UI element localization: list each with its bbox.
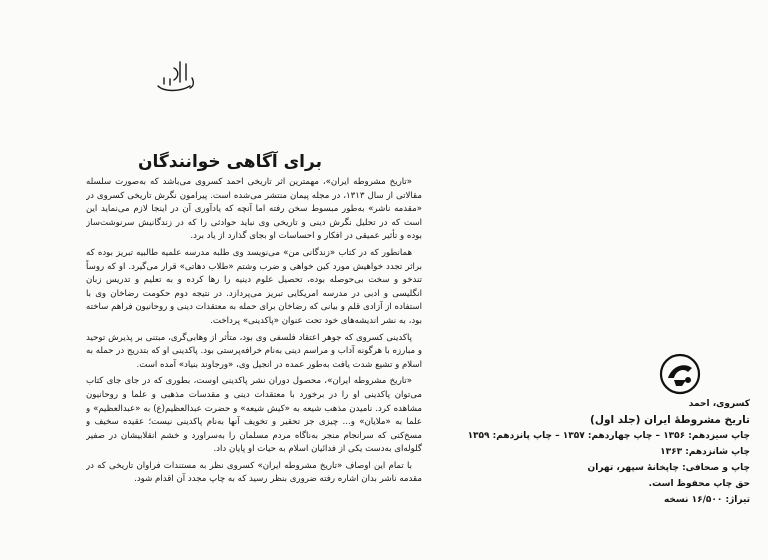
paragraph: پاکدینی کسروی که جوهر اعتقاد فلسفی وی بود، متأثر از وهابی‌گری، مبتنی بر پذیرش توحید و مبارزه با هرگونه آداب و مراسم دینی به‌نام خرافه‌پرستی بود. پاکدینی او که بتدریج در حمله به اسلام و تشیع شدت یافت به‌طور عمده در انجیل وی، «ورجاوند بنیاد» آمده است. bbox=[86, 332, 422, 370]
author-name: کسروی، احمد bbox=[688, 399, 750, 409]
print-edition-16: چاپ شانزدهم: ۱۳۶۳ bbox=[660, 447, 750, 457]
printer-info: چاپ و صحافی: چاپخانهٔ سپهر، تهران bbox=[587, 463, 750, 473]
publisher-logo bbox=[658, 352, 702, 396]
body-text bbox=[86, 176, 422, 548]
paragraph: «تاریخ مشروطه ایران»، محصول دوران نشر پاکدینی اوست، بطوری که در جای جای کتاب می‌توان پاکدینی او را در برخورد با معتقدات دینی و مقدسات مذهبی و علما و روحانیون مشاهده کرد. نامیدن مذهب شیعه به «کیش شیعه» و حضرت عبدالعظیم(ع) به «عبدالعظیم» و علما به «ملایان» و... چیزی جز تحقیر و تخویف آنها به‌نام پاکدینی نیست؛ عقیده سخیف و مسخ‌کنی که سرانجام منجر به‌ناگاه مردم مسلمان را به‌سراورد و خشم انقلابیشان در صفیر گلوله‌ای به‌دست یکی از فدائیان اسلام به حیات او پایان داد. bbox=[86, 376, 422, 455]
paragraph: «تاریخ مشروطه ایران»، مهمترین اثر تاریخی احمد کسروی می‌باشد که به‌صورت سلسله مقالاتی از سال ۱۳۱۳، در مجله پیمان منتشر می‌شده است. پیرامون نگرش تاریخی کسروی در «مقدمه ناشر» به‌طور مبسوط سخن رفته اما آنچه که یادآوری آن در اینجا لازم می‌نماید این است که در تحلیل نگرش دینی و تاریخی وی نباید حوادثی را که در زندگانیش سرنوشت‌ساز بوده و تأثیر عمیقی در افکار و احساسات او بجای گذارد از یاد برد. bbox=[86, 177, 422, 242]
paragraph: همانطور که در کتاب «زندگانی من» می‌نویسد وی طلبه مدرسه علمیه طالبیه تبریز بوده که براثر تجدد خواهیش مورد کین خواهی و ضرب وشتم «طلاب دهاتی» قرار می‌گیرد. او که روساً تندخو و سخت بی‌حوصله بوده، تحصیل علوم دینیه را رها کرده و به تعلیم و تدریس زبان انگلیسی و ادبی در مدرسه امریکایی تبریز می‌پردازد. در نتیجه دوم حکومت رضاخان وی با استفاده از آزادی قلم و بیانی که رضاخان برای حمله به معتقدات دینی و روحانیون فراهم ساخته بود، به نشر اندیشه‌های خود تحت عنوان «پاکدینی» پرداخت. bbox=[86, 247, 422, 326]
page-title: برای آگاهی خوانندگان bbox=[138, 152, 322, 172]
bismillah-calligraphy bbox=[150, 58, 200, 98]
book-title: تاریخ مشروطهٔ ایران (جلد اول) bbox=[590, 414, 750, 426]
paragraph: با تمام این اوصاف «تاریخ مشروطه ایران» کسروی نظر به مستندات فراوان تاریخی که در مقدمه ناشر بدان اشاره رفته ضروری بنظر رسید که به چاپ مجدد آن اقدام شود. bbox=[86, 460, 422, 485]
circulation: تیراژ: ۱۶/۵۰۰ نسخه bbox=[663, 495, 750, 505]
rights-notice: حق چاپ محفوظ است. bbox=[648, 479, 750, 489]
bibliographic-info bbox=[467, 396, 750, 508]
print-editions: چاپ سیزدهم: ۱۳۵۶ – چاپ چهاردهم: ۱۳۵۷ – چاپ پانزدهم: ۱۳۵۹ bbox=[467, 431, 750, 441]
